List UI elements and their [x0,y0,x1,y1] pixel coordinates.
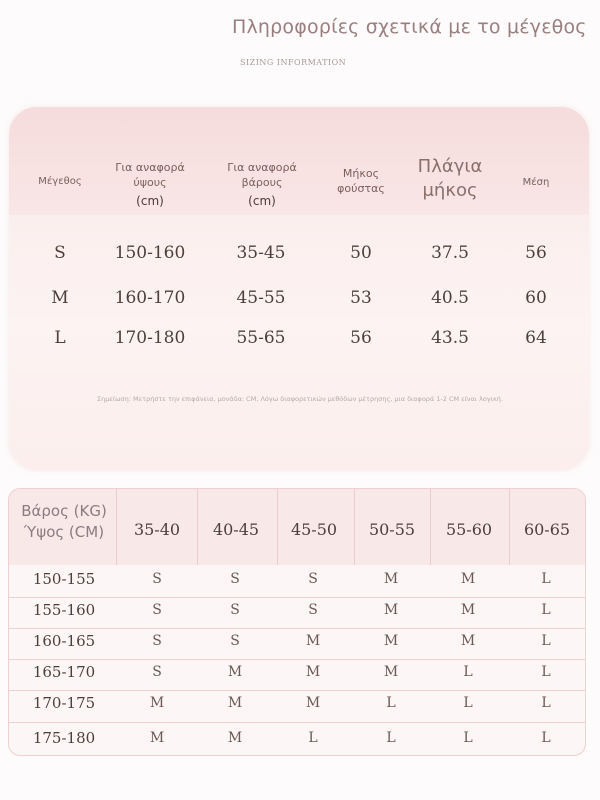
size-chart-card [9,107,589,470]
size-cell: M [305,633,321,649]
size-cell: S [308,571,318,587]
size-cell: L [541,730,551,746]
corner-height-label: Ύψος (CM) [23,523,105,541]
size-cell: M [460,602,476,618]
header-skirt-length-label: Μήκος φούστας [337,167,385,195]
weight-header: 55-60 [445,520,493,539]
row-divider [9,628,585,629]
header-height-label: Για αναφορά ύψους [115,161,185,189]
header-size-label: Μέγεθος [38,176,82,187]
size-cell: S [152,633,162,649]
page-subtitle: SIZING INFORMATION [240,58,347,67]
size-cell: S [230,571,240,587]
size-cell: M [383,571,399,587]
size-cell: L [308,730,318,746]
size-cell: L [463,695,473,711]
header-skirt-length [331,166,391,196]
size-cell: L [463,664,473,680]
height-label: 165-170 [32,663,96,681]
size-cell: M [149,730,165,746]
weight-header: 40-45 [212,520,260,539]
corner-label [9,501,119,543]
row-l-waist: 64 [525,328,547,348]
row-m-size: M [51,288,69,308]
row-m-side: 40.5 [431,288,469,308]
height-label: 155-160 [32,601,96,619]
header-side-length-label: Πλάγια μήκος [417,156,483,201]
size-cell: L [541,602,551,618]
height-label: 175-180 [32,729,96,747]
row-divider [9,659,585,660]
header-size [20,174,100,189]
height-label: 150-155 [32,570,96,588]
size-cell: M [383,602,399,618]
recommendation-table [8,488,586,756]
size-cell: M [460,633,476,649]
header-weight-unit: (cm) [248,194,276,208]
page-title: Πληροφορίες σχετικά με το μέγεθος [232,16,587,38]
row-m-weight: 45-55 [236,288,286,308]
row-l-weight: 55-65 [236,328,286,348]
header-weight [215,160,309,209]
row-l-skirt: 56 [350,328,372,348]
weight-header: 35-40 [133,520,181,539]
size-cell: L [386,730,396,746]
size-cell: M [149,695,165,711]
size-cell: M [305,695,321,711]
measurement-note: Σημείωση: Μετρήστε την επιφάνεια, μονάδα: CM, Λόγω διαφορετικών μεθόδων μέτρησης, μια διαφορά 1-2 CM είναι λογική. [97,395,503,403]
size-cell: M [227,695,243,711]
row-divider [9,690,585,691]
header-height [103,160,197,209]
size-cell: S [152,571,162,587]
height-label: 160-165 [32,632,96,650]
row-l-height: 170-180 [114,328,186,348]
size-cell: L [541,664,551,680]
size-cell: L [463,730,473,746]
header-height-unit: (cm) [136,194,164,208]
row-s-size: S [54,243,66,263]
height-label: 170-175 [32,694,96,712]
size-cell: M [227,730,243,746]
size-cell: M [383,664,399,680]
header-weight-label: Για αναφορά βάρους [227,161,297,189]
size-cell: S [308,602,318,618]
weight-header: 50-55 [368,520,416,539]
size-cell: L [386,695,396,711]
row-s-waist: 56 [525,243,547,263]
size-cell: M [227,664,243,680]
size-cell: L [541,695,551,711]
size-cell: L [541,633,551,649]
row-s-height: 150-160 [114,243,186,263]
size-cell: M [383,633,399,649]
size-cell: L [541,571,551,587]
size-cell: S [230,602,240,618]
size-cell: S [152,664,162,680]
row-s-skirt: 50 [350,243,372,263]
row-s-weight: 35-45 [236,243,286,263]
weight-header: 45-50 [290,520,338,539]
header-side-length [407,155,493,203]
row-m-waist: 60 [525,288,547,308]
weight-header: 60-65 [523,520,571,539]
row-l-side: 43.5 [431,328,469,348]
row-m-skirt: 53 [350,288,372,308]
row-divider [9,722,585,723]
size-cell: M [305,664,321,680]
row-divider [9,597,585,598]
size-cell: S [230,633,240,649]
header-waist [506,175,566,190]
header-waist-label: Μέση [522,177,550,188]
size-cell: M [460,571,476,587]
row-s-side: 37.5 [431,243,469,263]
row-l-size: L [54,328,66,348]
corner-weight-label: Βάρος (KG) [21,502,107,520]
row-m-height: 160-170 [114,288,186,308]
size-cell: S [152,602,162,618]
